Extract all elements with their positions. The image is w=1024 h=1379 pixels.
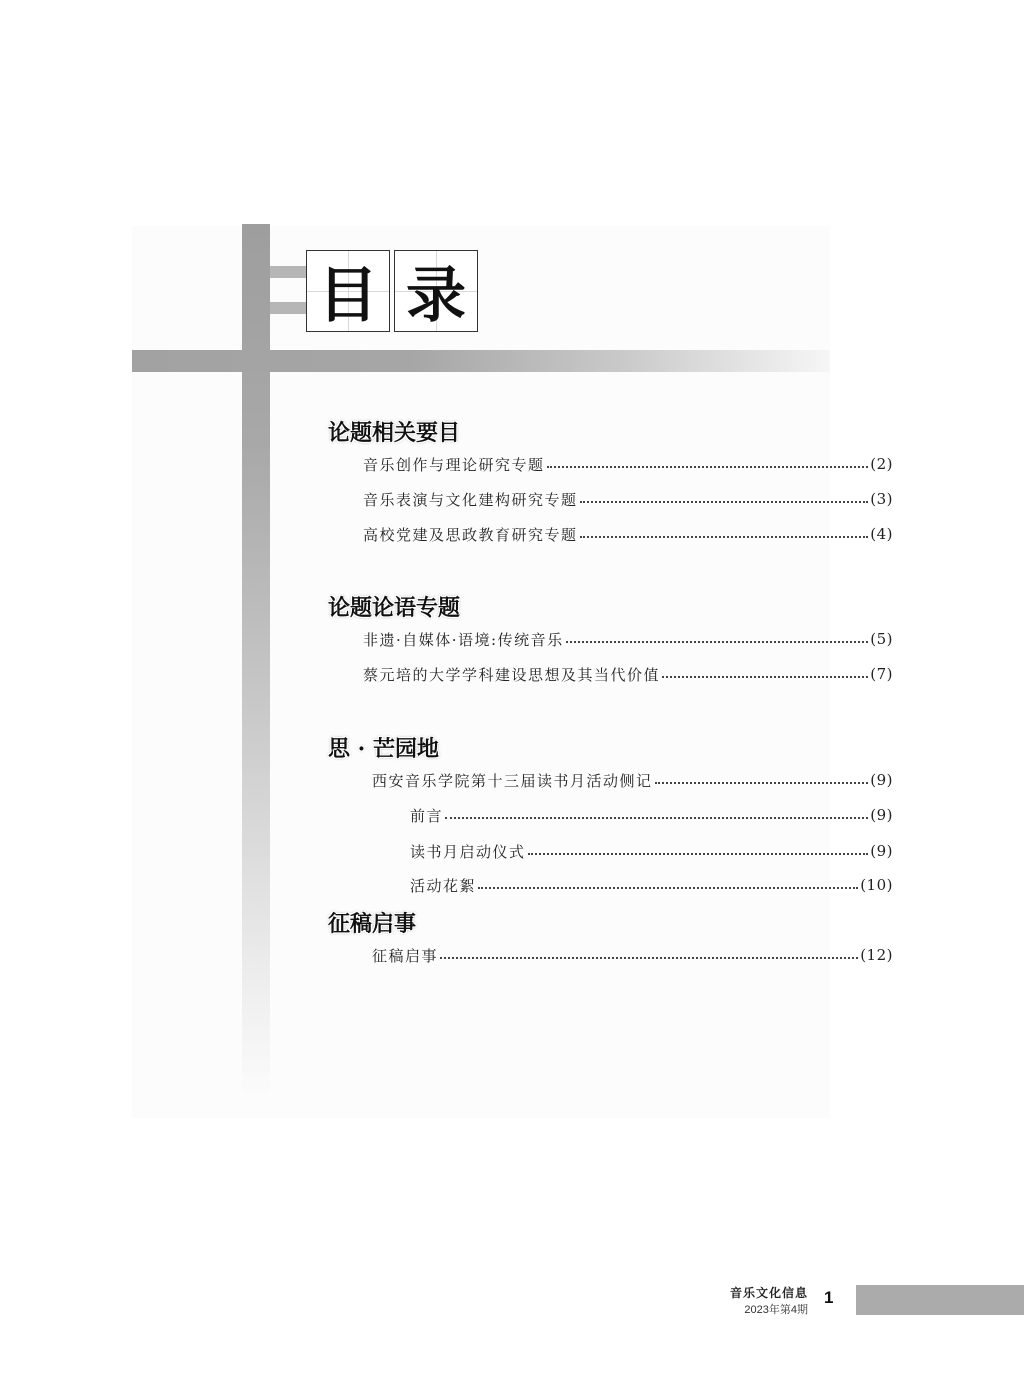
horizontal-decor-bar [132,350,830,372]
toc-entry-title: 高校党建及思政教育研究专题 [363,525,578,544]
toc-entry-page: (3) [870,490,893,508]
dot-leader [580,536,869,538]
toc-entry[interactable] [372,943,893,967]
toc-entry-title: 前言 [410,806,444,825]
toc-entry-title: 非遗·自媒体·语境:传统音乐 [363,630,564,649]
page-title-char-1: 目 [318,261,378,331]
section-heading: 论题相关要目 [328,420,461,446]
toc-entry-page: (9) [870,771,893,789]
page-title-char-2: 录 [406,261,466,331]
dot-leader [440,957,858,959]
toc-subentry[interactable] [410,839,893,863]
toc-entry-title: 音乐表演与文化建构研究专题 [363,490,578,509]
toc-entry[interactable] [363,662,893,686]
section-heading: 论题论语专题 [328,595,461,621]
toc-entry-title: 征稿启事 [372,946,439,965]
section-heading: 思 · 芒园地 [328,736,439,762]
dot-leader [547,466,869,468]
toc-entry-title: 活动花絮 [410,876,477,895]
toc-entry-page: (10) [860,876,893,894]
title-char-box [306,250,390,332]
toc-entry-page: (12) [860,946,893,964]
toc-entry-page: (9) [870,806,893,824]
decor-stub [270,266,308,278]
dot-leader [655,782,869,784]
dot-leader [662,676,868,678]
page-number: 1 [824,1288,834,1307]
toc-entry-page: (5) [870,630,893,648]
dot-leader [478,887,858,889]
dot-leader [445,817,868,819]
toc-entry[interactable] [372,768,893,792]
toc-entry[interactable] [363,522,893,546]
toc-entry-page: (2) [870,455,893,473]
toc-subentry[interactable] [410,873,893,897]
toc-entry-page: (4) [870,525,893,543]
dot-leader [580,501,869,503]
issue-label: 2023年第4期 [744,1304,808,1316]
toc-subentry[interactable] [410,803,893,827]
toc-entry[interactable] [363,627,893,651]
dot-leader [528,853,869,855]
footer-decor-bar [856,1285,1024,1315]
toc-entry-page: (7) [870,665,893,683]
journal-name: 音乐文化信息 [729,1286,808,1300]
toc-entry[interactable] [363,487,893,511]
toc-entry-title: 蔡元培的大学学科建设思想及其当代价值 [363,665,661,684]
toc-entry-title: 读书月启动仪式 [410,842,526,861]
toc-entry-page: (9) [870,842,893,860]
section-heading: 征稿启事 [328,911,417,937]
decor-stub [270,302,308,314]
dot-leader [566,641,869,643]
title-char-box [394,250,478,332]
toc-entry-title: 西安音乐学院第十三届读书月活动侧记 [372,771,653,790]
toc-entry[interactable] [363,452,893,476]
toc-entry-title: 音乐创作与理论研究专题 [363,455,545,474]
